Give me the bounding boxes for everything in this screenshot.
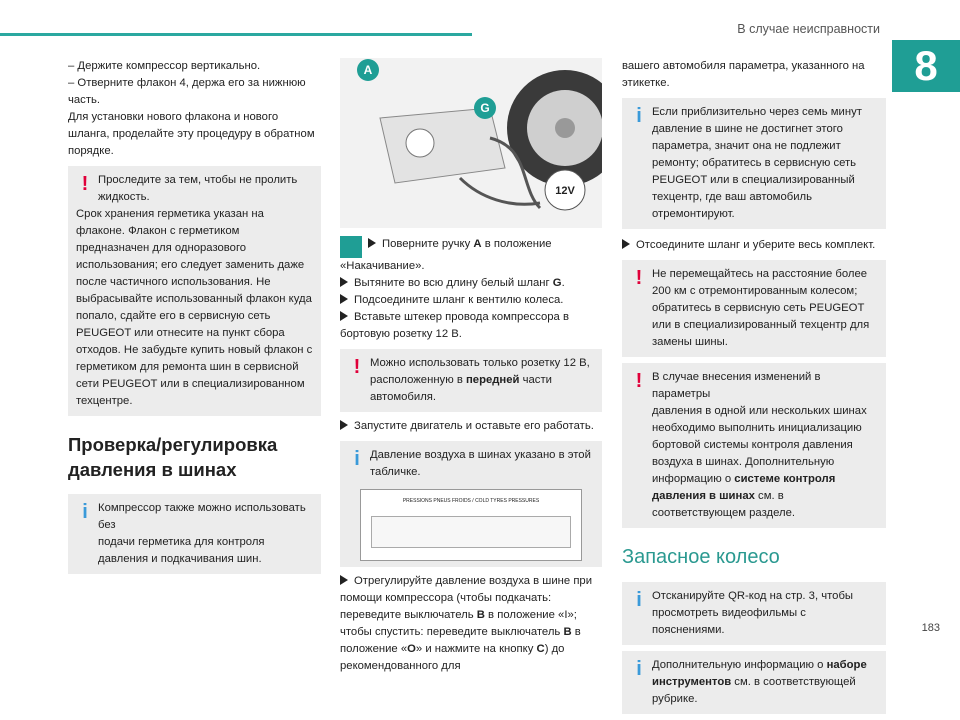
warning-box: [622, 260, 886, 357]
column-2: [340, 58, 602, 675]
step-item: Вытяните во всю длину белый шланг G.: [340, 275, 602, 292]
arrow-bullet-icon: [340, 575, 348, 585]
warning-box: [622, 363, 886, 528]
paragraph: вашего автомобиля параметра, указанного на этикетке.: [622, 60, 865, 89]
step-item: Поверните ручку A в положение «Накачивание».: [340, 238, 552, 272]
page-number: 183: [921, 622, 940, 634]
dash-item: – Держите компрессор вертикально.: [68, 60, 261, 72]
warning-body: Срок хранения герметика указан на флаконе. Флакон с герметиком предназначен для одноразового использования; его следует заменить даже после частичного использования. Не выбрасывайте использованный флакон куда попало, сдайте его в сервисную сеть PEUGEOT или отнесите на пункт сбора отходов. Не забудьте купить новый флакон с герметиком для ремонта шин в сервисной сети PEUGEOT или в специализированном техцентре.: [76, 208, 313, 407]
callout-a-label: A: [363, 63, 373, 77]
info-box: [622, 651, 886, 714]
warning-first-line: Проследите за тем, чтобы не пролить: [98, 174, 298, 186]
warning-first-line: Можно использовать только розетку 12 В,: [370, 357, 590, 369]
paragraph: Для установки нового флакона и нового шланга, проделайте эту процедуру в обратном порядке.: [68, 111, 315, 157]
compressor-drawing: [340, 58, 602, 228]
pressure-plate-title: PRESSIONS PNEUS FROIDS / COLD TYRES PRESSURES: [402, 498, 540, 504]
warning-text: жидкость.: [98, 191, 150, 203]
step-item: Запустите двигатель и оставьте его работать.: [340, 418, 602, 435]
info-text: просмотреть видеофильмы с пояснениями.: [652, 607, 806, 636]
info-first-line: Если приблизительно через семь минут: [652, 106, 862, 118]
pressure-table: [371, 516, 571, 548]
arrow-bullet-icon: [622, 239, 630, 249]
info-text: подачи герметика для контроля давления и подкачивания шин.: [98, 536, 265, 565]
column-3: [622, 58, 886, 720]
page-header-title: В случае неисправности: [737, 22, 880, 36]
info-text: табличке.: [370, 466, 421, 478]
arrow-bullet-icon: [368, 238, 376, 248]
header-accent-bar: [0, 33, 472, 36]
arrow-bullet-icon: [340, 420, 348, 430]
socket-label: 12V: [555, 185, 575, 197]
step-item: Подсоедините шланг к вентилю колеса.: [340, 292, 602, 309]
section-heading: Проверка/регулировка давления в шинах: [68, 434, 278, 480]
knob-icon: [340, 236, 362, 258]
info-box: [622, 98, 886, 229]
chapter-number: 8: [892, 40, 960, 92]
arrow-bullet-icon: [340, 277, 348, 287]
warning-icon: !: [353, 356, 361, 378]
info-box: [68, 494, 321, 574]
section-heading: Запасное колесо: [622, 546, 780, 568]
info-box: [340, 441, 602, 567]
warning-text: 200 км с отремонтированным колесом; обратитесь в сервисную сеть PEUGEOT или в специализированный техцентр для замены шины.: [652, 285, 870, 348]
step-item: Вставьте штекер провода компрессора в бортовую розетку 12 В.: [340, 311, 569, 340]
tyre-pressure-label: [360, 489, 582, 561]
arrow-bullet-icon: [340, 311, 348, 321]
warning-icon: !: [81, 173, 89, 195]
warning-icon: !: [635, 370, 643, 392]
warning-first-line: В случае внесения изменений в параметры: [652, 371, 821, 400]
warning-box: [68, 166, 321, 416]
warning-icon: !: [635, 267, 643, 289]
warning-text: расположенную в передней части автомобиля.: [370, 374, 552, 403]
step-item: Отсоедините шланг и уберите весь комплект.: [622, 237, 886, 254]
info-icon: i: [636, 658, 642, 680]
info-icon: i: [354, 448, 360, 470]
step-item: Отрегулируйте давление воздуха в шине при помощи компрессора (чтобы подкачать: переведите выключатель B в положение «I»; чтобы спустить: переведите выключатель B в положение «O» и нажмите на кнопку C) до рекомендованного для: [340, 575, 593, 672]
compressor-illustration: [340, 58, 602, 228]
info-first-line: Компрессор также можно использовать без: [98, 502, 306, 531]
info-first-line: Давление воздуха в шинах указано в этой: [370, 449, 591, 461]
warning-first-line: Не перемещайтесь на расстояние более: [652, 268, 868, 280]
info-text: инструментов см. в соответствующей рубрике.: [652, 676, 856, 705]
info-icon: i: [82, 501, 88, 523]
callout-g-label: G: [480, 101, 490, 115]
info-box: [622, 582, 886, 645]
dash-item: – Отверните флакон 4, держа его за нижнюю часть.: [68, 77, 306, 106]
info-icon: i: [636, 105, 642, 127]
warning-box: [340, 349, 602, 412]
arrow-bullet-icon: [340, 294, 348, 304]
column-1: [68, 58, 321, 580]
warning-text: давления в одной или нескольких шинах необходимо выполнить инициализацию бортовой системы контроля давления воздуха в шинах. Дополнительную информацию о системе контроля давления в шинах см. в соответствующем разделе.: [652, 405, 867, 519]
info-first-line: Дополнительную информацию о наборе: [652, 659, 867, 671]
info-text: давление в шине не достигнет этого параметра, значит она не подлежит ремонту; обратитесь в сервисную сеть PEUGEOT или в специализированный техцентр, где ваш автомобиль отремонтируют.: [652, 123, 857, 220]
info-icon: i: [636, 589, 642, 611]
info-first-line: Отсканируйте QR-код на стр. 3, чтобы: [652, 590, 854, 602]
